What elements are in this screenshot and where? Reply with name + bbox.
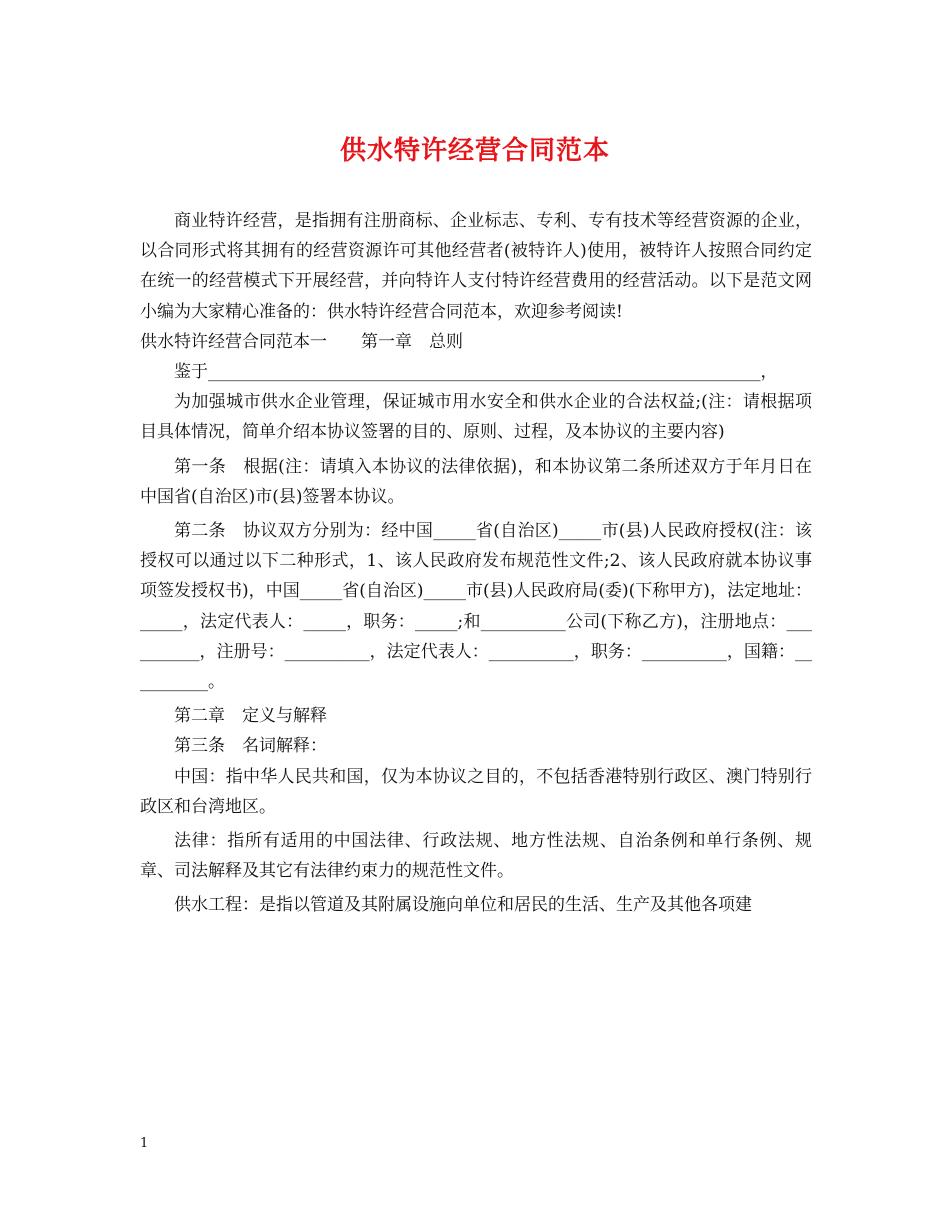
article-two: 第二条 协议双方分别为：经中国_____省(自治区)_____市(县)人民政府授权(注：该授权可以通过以下二种形式，1、该人民政府发布规范性文件;2、该人民政府就本协议事项签发授权书)，中国_____省(自治区)_____市(县)人民政府局(委)(下称甲方)，法定地址：_____，法定代表人：_____，职务：_____;和__________公司(下称乙方)，注册地点：__________，注册号：__________，法定代表人：__________，职务：__________，国籍：__________。	[140, 521, 812, 693]
definition-water-project: 供水工程：是指以管道及其附属设施向单位和居民的生活、生产及其他各项建	[174, 895, 752, 916]
article-one: 第一条 根据(注：请填入本协议的法律依据)，和本协议第二条所述双方于年月日在中国省(自治区)市(县)签署本协议。	[140, 456, 812, 507]
definition-law: 法律：指所有适用的中国法律、行政法规、地方性法规、自治条例和单行条例、规章、司法解释及其它有法律约束力的规范性文件。	[140, 831, 812, 882]
article-three: 第三条 名词解释：	[174, 736, 327, 757]
intro-paragraph: 商业特许经营，是指拥有注册商标、企业标志、专利、专有技术等经营资源的企业，以合同形式将其拥有的经营资源许可其他经营者(被特许人)使用，被特许人按照合同约定在统一的经营模式下开展经营，并向特许人支付特许经营费用的经营活动。以下是范文网小编为大家精心准备的：供水特许经营合同范本，欢迎参考阅读!	[140, 211, 812, 322]
purpose-paragraph: 为加强城市供水企业管理，保证城市用水安全和供水企业的合法权益;(注：请根据项目具体情况，简单介绍本协议签署的目的、原则、过程，及本协议的主要内容)	[140, 392, 812, 443]
page-number: 1	[140, 1136, 149, 1151]
document-title: 供水特许经营合同范本	[339, 136, 610, 166]
chapter-two-heading: 第二章 定义与解释	[174, 706, 327, 727]
document-body	[140, 206, 812, 921]
whereas-line: 鉴于_________________________________________________________________，	[174, 362, 778, 383]
definition-china: 中国：指中华人民共和国，仅为本协议之目的，不包括香港特别行政区、澳门特别行政区和台湾地区。	[140, 766, 812, 817]
section-heading-contract-one: 供水特许经营合同范本一 第一章 总则	[140, 331, 463, 352]
